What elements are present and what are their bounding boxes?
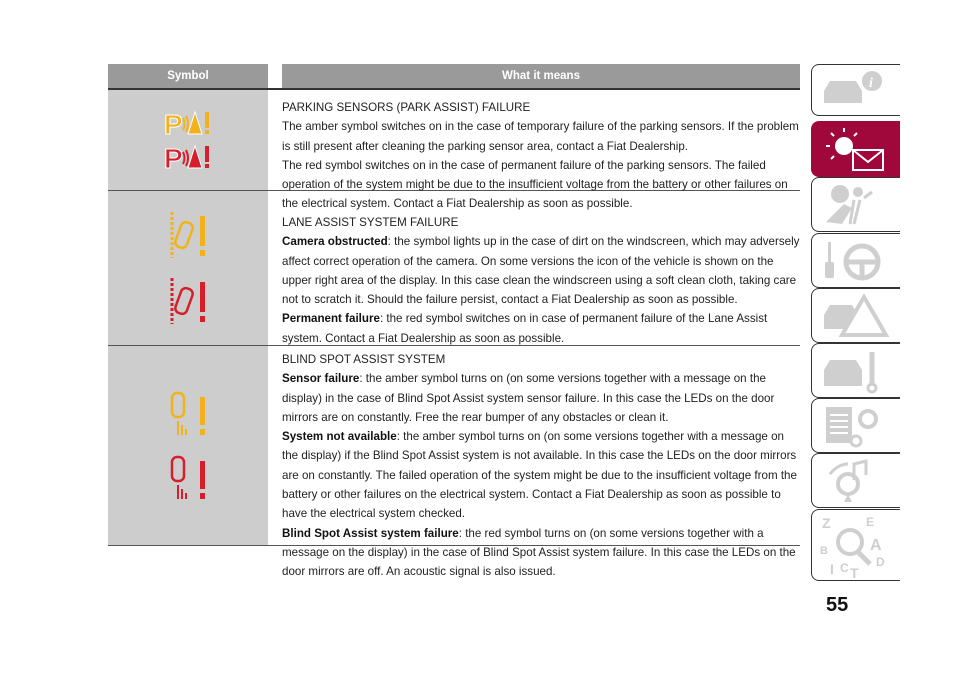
svg-text:E: E [866,515,875,529]
warning-lights-table [108,64,800,579]
paragraph: System not available: the amber symbol turns on (on some versions together with a message on the display) if the Blind Spot Assist system is not available. In this case the LEDs on the door mirrors are on constantly. The failed operation of the system might be due to the insufficient voltage from the battery or other failures on the electrical system. Contact a Fiat Dealership as soon as possible to have the electrical system checked. [282,430,797,521]
table-header [108,64,800,90]
paragraph: The amber symbol switches on in the case of temporary failure of the parking sensors. If the problem is still present after cleaning the parking sensor area, contact a Fiat Dealership. [282,120,799,153]
airbag-seat-icon [820,182,890,228]
paragraph: Permanent failure: the red symbol switches on in case of permanent failure of the Lane Assist system. Contact a Fiat Dealership as soon as possible. [282,312,768,345]
tab-starting-driving[interactable] [811,233,900,288]
specifications-icon [820,403,890,449]
svg-text:I: I [830,561,834,577]
paragraph: Sensor failure: the amber symbol turns on (on some versions together with a message on the display) in the case of Blind Spot Assist system sensor failure. In this case the LEDs on the door mirrors are on constantly. Free the rear bumper of any obstacles or clean it. [282,372,775,424]
svg-text:A: A [870,537,882,554]
row-title: LANE ASSIST SYSTEM FAILURE [282,216,459,229]
svg-text:i: i [869,76,873,91]
svg-text:B: B [820,545,828,557]
tab-warning-lights[interactable] [811,121,900,177]
meaning-cell [268,346,800,579]
svg-text:P: P [164,109,183,138]
symbol-cell [108,346,268,545]
svg-text:C: C [840,561,849,575]
parking-sensor-amber-icon [162,108,214,138]
lane-assist-amber-icon [168,210,208,260]
blind-spot-red-icon [168,455,208,501]
table-row [108,346,800,579]
paragraph: Blind Spot Assist system failure: the red symbol turns on (on some versions together with a message on the display) in the case of Blind Spot Assist system failure. In this case the LEDs on the door mirrors are off. An acoustic signal is also issued. [282,526,796,579]
table-row [108,191,800,346]
svg-text:T: T [850,565,859,578]
parking-sensor-red-icon [162,142,214,172]
lane-assist-red-icon [168,276,208,326]
svg-text:D: D [876,555,885,569]
tab-car-info[interactable] [811,64,900,116]
tab-emergency[interactable] [811,288,900,343]
key-steering-wheel-icon [820,238,890,284]
blind-spot-amber-icon [168,391,208,437]
table-row [108,90,800,211]
svg-text:P: P [164,143,183,172]
emergency-triangle-icon [820,293,890,339]
car-info-icon [820,69,890,113]
symbol-cell [108,90,268,190]
row-title: BLIND SPOT ASSIST SYSTEM [282,353,446,366]
header-symbol: Symbol [108,64,268,88]
tab-index[interactable] [811,509,900,581]
meaning-cell [268,90,800,211]
paragraph: The red symbol switches on in the case of permanent failure of the parking sensors. The failed operation of the system might be due to the insufficient voltage from the battery or other failures on the electrical system. Contact a Fiat Dealership as soon as possible. [282,158,788,211]
paragraph: Camera obstructed: the symbol lights up in the case of dirt on the windscreen, which may adversely affect correct operation of the camera. On some versions the icon of the vehicle is shown on the upper right area of the display. In this case clean the windscreen using a soft clean cloth, taking care not to scratch it. Should the failure persist, contact a Fiat Dealership as soon as possible. [282,235,800,307]
tab-safety[interactable] [811,177,900,232]
warning-light-message-icon [820,126,890,174]
tab-maintenance[interactable] [811,343,900,398]
car-maintenance-icon [820,348,890,394]
multimedia-icon [820,458,890,504]
svg-text:Z: Z [822,515,831,531]
symbol-cell [108,191,268,345]
row-title: PARKING SENSORS (PARK ASSIST) FAILURE [282,101,531,114]
page-number: 55 [826,594,849,616]
header-meaning: What it means [282,64,800,88]
index-search-icon [820,514,890,578]
tab-multimedia[interactable] [811,453,900,508]
meaning-cell [268,191,800,345]
tab-specifications[interactable] [811,398,900,453]
